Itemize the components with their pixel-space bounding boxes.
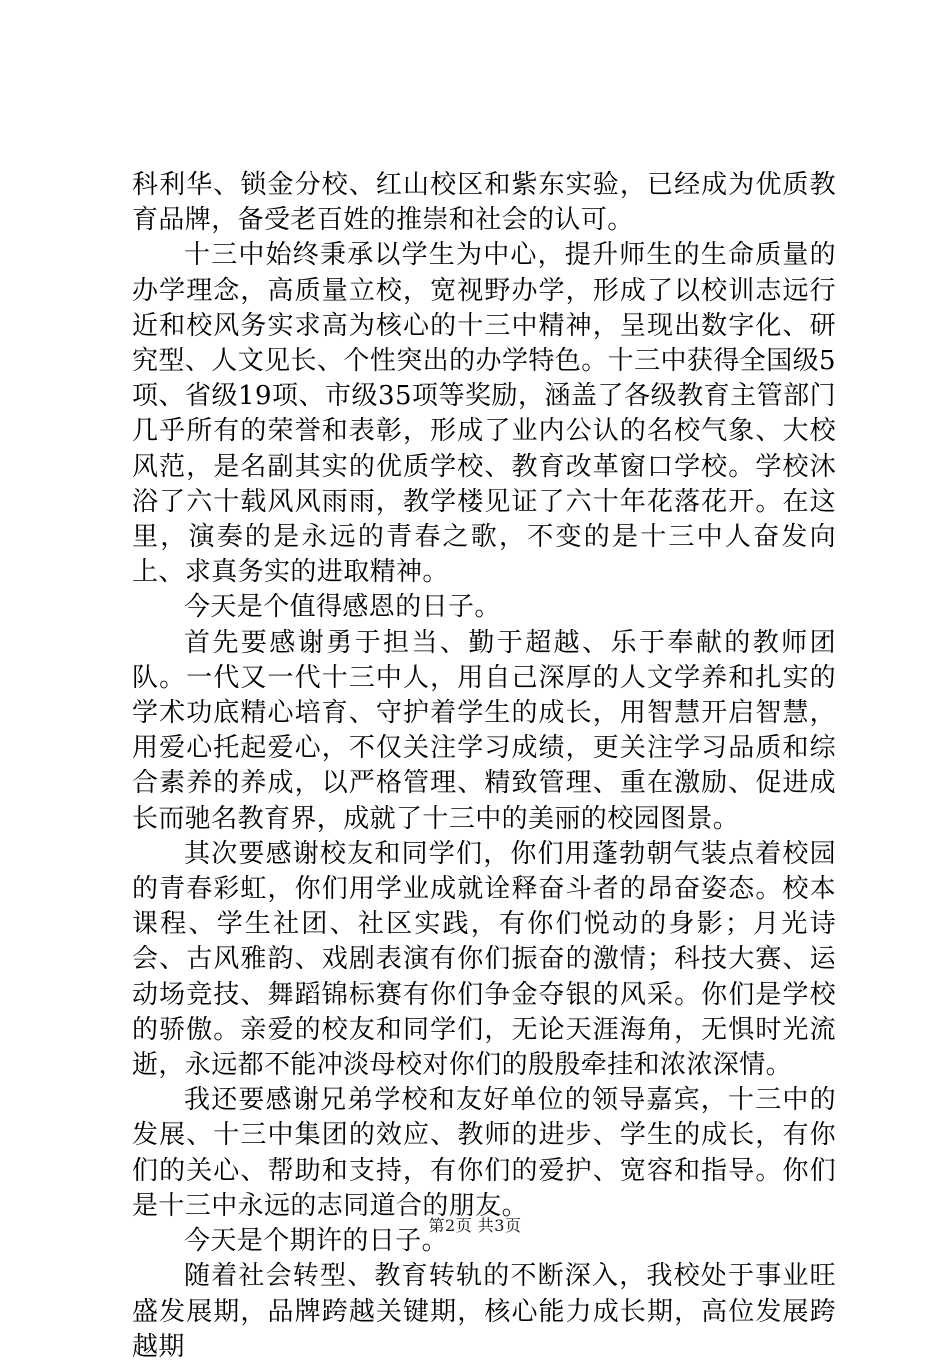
paragraph-thanks-teachers: 首先要感谢勇于担当、勤于超越、乐于奉献的教师团队。一代又一代十三中人，用自己深厚的人文学养和扎实的学术功底精心培育、守护着学生的成长，用智慧开启智慧，用爱心托起爱心，不仅关注学习成绩，更关注学习品质和综合素养的养成，以严格管理、精致管理、重在激励、促进成长而驰名教育界，成就了十三中的美丽的校园图景。 xyxy=(132,627,836,834)
page-number-footer: 第2页 共3页 xyxy=(428,1216,522,1235)
paragraph-development-stage: 随着社会转型、教育转轨的不断深入，我校处于事业旺盛发展期，品牌跨越关键期，核心能力成长期，高位发展跨越期 xyxy=(132,1261,836,1362)
paragraph-school-philosophy: 十三中始终秉承以学生为中心，提升师生的生命质量的办学理念，高质量立校，宽视野办学，形成了以校训志远行近和校风务实求高为核心的十三中精神，呈现出数字化、研究型、人文见长、个性突出的办学特色。十三中获得全国级5项、省级19项、市级35项等奖励，涵盖了各级教育主管部门几乎所有的荣誉和表彰，形成了业内公认的名校气象、大校风范，是名副其实的优质学校、教育改革窗口学校。学校沐浴了六十载风风雨雨，教学楼见证了六十年花落花开。在这里，演奏的是永远的青春之歌，不变的是十三中人奋发向上、求真务实的进取精神。 xyxy=(132,240,836,588)
paragraph-thanks-students: 其次要感谢校友和同学们，你们用蓬勃朝气装点着校园的青春彩虹，你们用学业成就诠释奋斗者的昂奋姿态。校本课程、学生社团、社区实践，有你们悦动的身影；月光诗会、古风雅韵、戏剧表演有你们振奋的激情；科技大赛、运动场竞技、舞蹈锦标赛有你们争金夺银的风采。你们是学校的骄傲。亲爱的校友和同学们，无论天涯海角，无惧时光流逝，永远都不能冲淡母校对你们的殷殷牵挂和浓浓深情。 xyxy=(132,838,836,1081)
paragraph-continuation: 科利华、锁金分校、红山校区和紫东实验，已经成为优质教育品牌，备受老百姓的推崇和社会的认可。 xyxy=(132,170,836,236)
paragraph-thanks-guests: 我还要感谢兄弟学校和友好单位的领导嘉宾，十三中的发展、十三中集团的效应、教师的进步、学生的成长，有你们的关心、帮助和支持，有你们的爱护、宽容和指导。你们是十三中永远的志同道合的朋友。 xyxy=(132,1085,836,1221)
paragraph-expectation-day: 今天是个期许的日子。 xyxy=(184,1226,449,1257)
document-body xyxy=(132,168,836,1365)
paragraph-gratitude-day: 今天是个值得感恩的日子。 xyxy=(184,592,501,623)
